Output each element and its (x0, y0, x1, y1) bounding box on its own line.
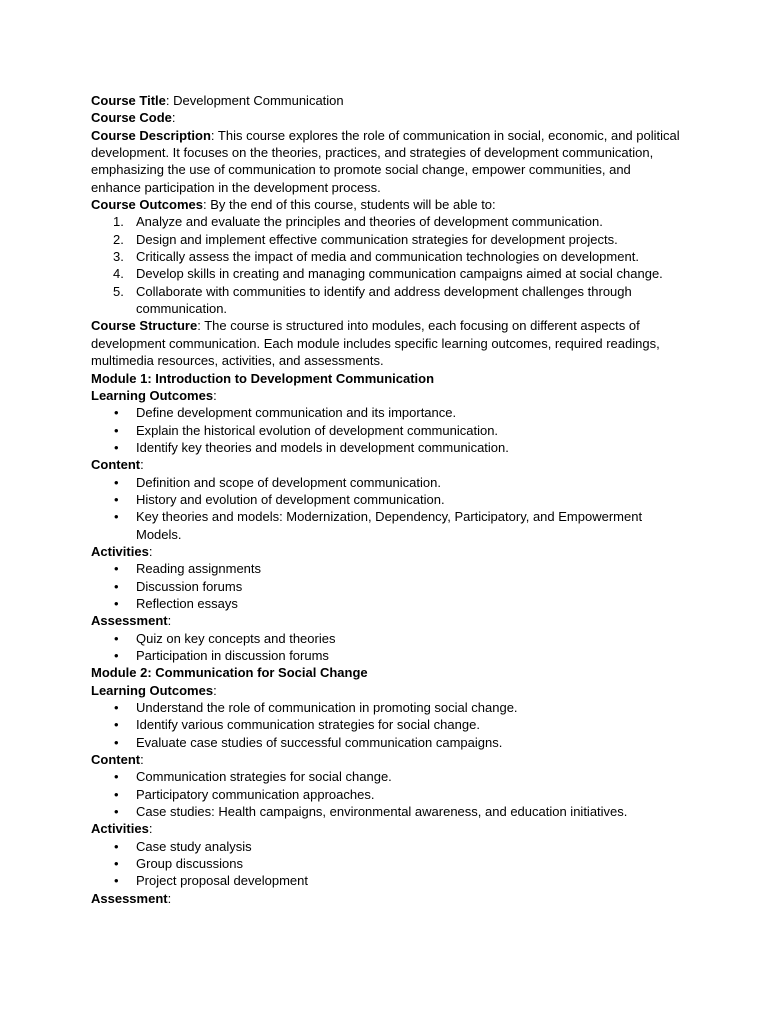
course-title-label: Course Title (91, 93, 166, 108)
course-outcomes-label: Course Outcomes (91, 197, 203, 213)
list-item-text: Collaborate with communities to identify and address development challenges through communication. (136, 283, 632, 317)
list-item-text: Case study analysis (136, 838, 252, 854)
section-colon: : (140, 457, 144, 473)
bullet: • (114, 578, 119, 594)
list-item-text: Key theories and models: Modernization, Dependency, Participatory, and Empowerment Models. (136, 509, 643, 542)
module-1-activities-list (91, 560, 681, 612)
list-item-text: Understand the role of communication in promoting social change. (136, 700, 518, 716)
course-code-label: Course Code (91, 110, 172, 126)
bullet: • (114, 405, 119, 421)
list-item-text: Design and implement effective communication strategies for development projects. (136, 231, 618, 247)
course-outcomes-list (91, 213, 681, 317)
module-2-content-heading (91, 751, 681, 768)
section-colon: : (140, 752, 144, 768)
module-2-title: Module 2: Communication for Social Change (91, 665, 368, 681)
bullet: • (114, 439, 119, 455)
list-item-text: Project proposal development (136, 873, 308, 889)
list-item (91, 248, 681, 265)
module-2-activities-list (91, 838, 681, 890)
module-1-title: Module 1: Introduction to Development Communication (91, 370, 435, 386)
course-structure-label: Course Structure (91, 318, 198, 334)
module-1-learning-outcomes-heading (91, 387, 681, 404)
list-number: 4. (113, 266, 124, 282)
course-title-line (91, 92, 681, 109)
list-item-text: Discussion forums (136, 578, 243, 594)
list-number: 1. (113, 214, 124, 230)
module-1-learning-outcomes-list (91, 404, 681, 456)
bullet: • (114, 630, 119, 646)
course-description-paragraph (91, 127, 681, 196)
bullet: • (114, 491, 119, 507)
course-code-line (91, 109, 681, 126)
section-label: Assessment (91, 890, 168, 906)
list-item (91, 422, 681, 439)
list-item-text: Analyze and evaluate the principles and theories of development communication. (136, 214, 603, 230)
course-structure-text: : The course is structured into modules, each focusing on different aspects of development communication. Each module includes specific learning outcomes, required readings, multimedia resources, activities, and assessments. (91, 318, 660, 369)
list-item (91, 213, 681, 230)
course-outcomes-intro: : By the end of this course, students will be able to: (202, 197, 496, 213)
module-2-assessment-heading (91, 890, 681, 907)
list-item (91, 838, 681, 855)
list-item (91, 508, 681, 543)
list-item-text: Participatory communication approaches. (136, 786, 375, 802)
module-2-learning-outcomes-heading (91, 682, 681, 699)
bullet: • (114, 838, 119, 854)
list-item (91, 404, 681, 421)
bullet: • (114, 717, 119, 733)
list-item (91, 716, 681, 733)
course-description-text: : This course explores the role of communication in social, economic, and political development. It focuses on the theories, practices, and strategies of development communication, emphasizing the use of communication to promote social change, empower communities, and enhance participation in the development process. (91, 127, 680, 195)
section-colon: : (148, 543, 153, 559)
list-item (91, 595, 681, 612)
list-item-text: Participation in discussion forums (136, 648, 329, 663)
list-item (91, 283, 681, 318)
module-1-activities-heading (91, 543, 681, 560)
module-2-learning-outcomes-list (91, 699, 681, 751)
module-2-activities-heading (91, 820, 681, 837)
section-colon: : (213, 387, 217, 403)
list-item-text: Define development communication and its importance. (136, 405, 457, 421)
module-1-assessment-list (91, 630, 681, 665)
list-item (91, 560, 681, 577)
list-item (91, 734, 681, 751)
list-item-text: Develop skills in creating and managing communication campaigns aimed at social change. (136, 266, 663, 282)
bullet: • (114, 873, 119, 889)
bullet: • (114, 734, 119, 750)
list-item-text: Reflection essays (136, 595, 238, 611)
list-item (91, 630, 681, 647)
list-item (91, 578, 681, 595)
list-item-text: Group discussions (136, 856, 243, 872)
list-item (91, 265, 681, 282)
list-number: 5. (113, 283, 124, 299)
module-1-assessment-heading (91, 612, 681, 629)
bullet: • (114, 422, 119, 438)
list-item-text: Explain the historical evolution of development communication. (136, 422, 499, 438)
section-label: Content (91, 752, 141, 768)
bullet: • (114, 804, 119, 820)
list-number: 3. (113, 249, 124, 265)
course-title-value: : Development Communication (165, 93, 344, 108)
list-item-text: Reading assignments (136, 561, 262, 577)
bullet: • (114, 700, 119, 716)
section-label: Learning Outcomes (91, 682, 214, 698)
document-body (91, 92, 681, 907)
module-2-content-list (91, 768, 681, 820)
list-item (91, 474, 681, 491)
list-item (91, 491, 681, 508)
bullet: • (114, 786, 119, 802)
list-item-text: Definition and scope of development communication. (136, 474, 441, 490)
bullet: • (114, 648, 119, 663)
list-item (91, 786, 681, 803)
section-label: Assessment (91, 613, 168, 629)
list-item (91, 439, 681, 456)
section-label: Activities (91, 543, 149, 559)
section-label: Learning Outcomes (91, 387, 214, 403)
list-item (91, 768, 681, 785)
list-item-text: Evaluate case studies of successful communication campaigns. (136, 734, 503, 750)
section-label: Activities (91, 821, 149, 837)
section-colon: : (167, 613, 172, 629)
bullet: • (114, 769, 119, 785)
list-item (91, 872, 681, 889)
list-item-text: Case studies: Health campaigns, environmental awareness, and education initiatives. (136, 804, 628, 820)
list-item (91, 231, 681, 248)
list-item (91, 855, 681, 872)
list-number: 2. (113, 231, 124, 247)
list-item-text: Communication strategies for social change. (136, 769, 392, 785)
list-item (91, 699, 681, 716)
bullet: • (114, 856, 119, 872)
section-colon: : (213, 682, 217, 698)
list-item-text: Identify various communication strategies for social change. (136, 717, 480, 733)
section-label: Content (91, 457, 141, 473)
course-code-value: : (171, 110, 176, 126)
section-colon: : (148, 821, 153, 837)
list-item (91, 803, 681, 820)
course-description-label: Course Description (91, 127, 211, 143)
list-item-text: Quiz on key concepts and theories (136, 630, 336, 646)
bullet: • (114, 474, 119, 490)
list-item-text: Critically assess the impact of media and communication technologies on development. (136, 249, 639, 265)
list-item-text: Identify key theories and models in development communication. (136, 439, 509, 455)
course-structure-paragraph (91, 317, 681, 369)
list-item-text: History and evolution of development communication. (136, 491, 445, 507)
bullet: • (114, 561, 119, 577)
module-1-content-heading (91, 456, 681, 473)
section-colon: : (167, 890, 172, 906)
module-1-content-list (91, 474, 681, 543)
bullet: • (114, 595, 119, 611)
course-outcomes-line (91, 196, 681, 213)
bullet: • (114, 509, 119, 525)
list-item (91, 647, 681, 664)
